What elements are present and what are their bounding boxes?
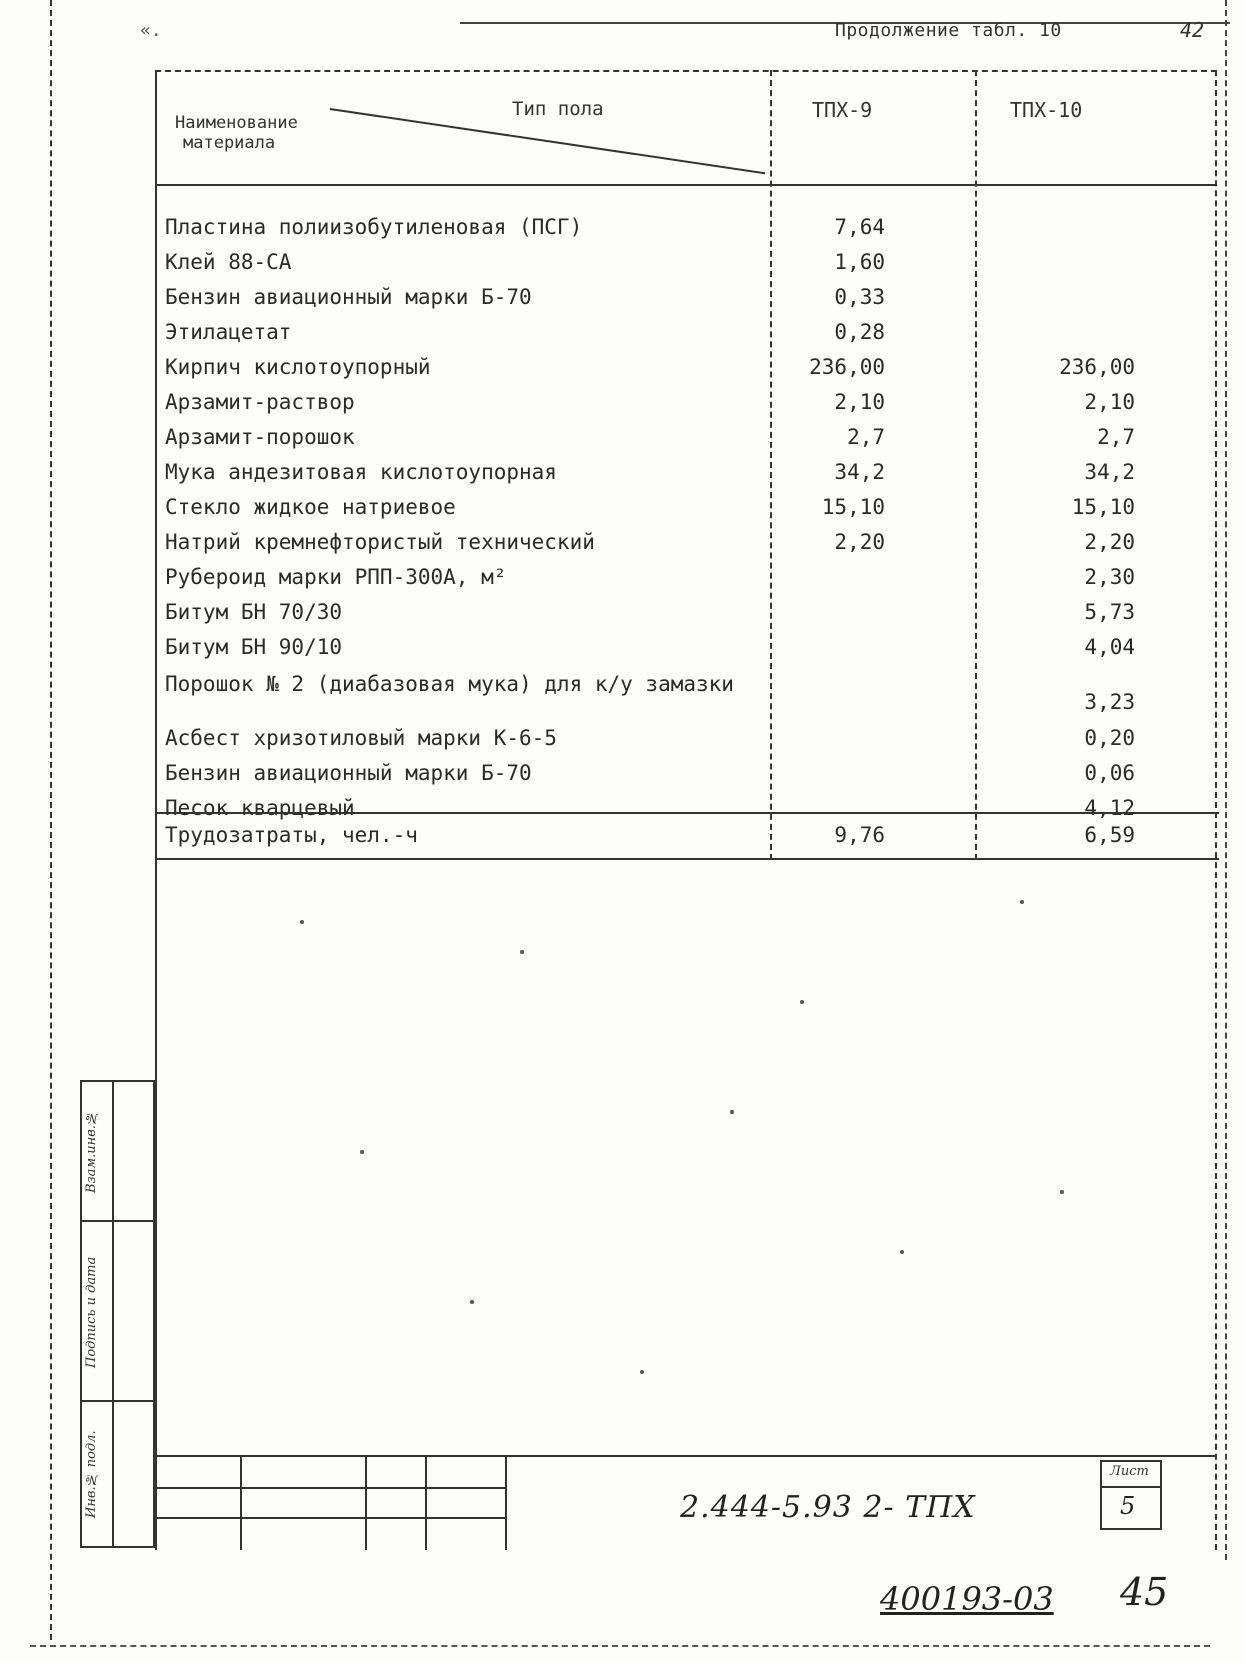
value-tpx10: 2,30 bbox=[1084, 565, 1135, 589]
material-name: Арзамит-порошок bbox=[165, 425, 355, 449]
table-row bbox=[165, 595, 1215, 630]
outer-frame-left bbox=[50, 0, 52, 1640]
stamp-label-original-inv: Инв.№ подл. bbox=[84, 1430, 99, 1518]
material-name: Стекло жидкое натриевое bbox=[165, 495, 456, 519]
archive-number: 400193-03 bbox=[880, 1580, 1054, 1618]
value-tpx9: 2,20 bbox=[834, 530, 885, 554]
material-name: Порошок № 2 (диабазовая мука) для к/у замазки bbox=[165, 672, 734, 696]
material-name: Бензин авиационный марки Б-70 bbox=[165, 761, 532, 785]
labor-label: Трудозатраты, чел.-ч bbox=[165, 823, 418, 847]
outer-frame-right bbox=[1225, 0, 1227, 1560]
material-header-line1: Наименование bbox=[175, 113, 298, 133]
value-tpx9: 34,2 bbox=[834, 460, 885, 484]
table-row bbox=[165, 245, 1215, 280]
table-row bbox=[165, 560, 1215, 595]
material-name: Битум БН 70/30 bbox=[165, 600, 343, 624]
table-row bbox=[165, 315, 1215, 350]
table-row bbox=[165, 420, 1215, 455]
value-tpx10: 0,20 bbox=[1084, 726, 1135, 750]
labor-value-tpx9: 9,76 bbox=[834, 823, 885, 847]
title-block-rule bbox=[155, 1487, 505, 1489]
value-tpx9: 0,33 bbox=[834, 285, 885, 309]
labor-row-top-rule bbox=[157, 812, 1219, 814]
material-name: Битум БН 90/10 bbox=[165, 635, 343, 659]
material-name: Песок кварцевый bbox=[165, 796, 355, 820]
labor-value-tpx10: 6,59 bbox=[1084, 823, 1135, 847]
stamp-cell-replace-inv bbox=[82, 1082, 153, 1222]
value-tpx9: 15,10 bbox=[821, 495, 885, 519]
scan-speck bbox=[300, 920, 304, 924]
title-block-divider bbox=[365, 1457, 367, 1550]
value-tpx10: 15,10 bbox=[1071, 495, 1135, 519]
stamp-label-replace-inv: Взам.инв.№ bbox=[84, 1110, 99, 1194]
value-tpx10: 0,06 bbox=[1084, 761, 1135, 785]
scan-speck bbox=[900, 1250, 904, 1254]
sheet-number: 5 bbox=[1120, 1492, 1136, 1520]
table-row bbox=[165, 210, 1215, 245]
title-block-divider bbox=[505, 1457, 507, 1550]
scan-speck bbox=[800, 1000, 804, 1004]
corner-page-mark: 42 bbox=[1180, 18, 1205, 42]
table-row bbox=[165, 756, 1215, 791]
title-block-rule bbox=[155, 1517, 505, 1519]
material-name: Мука андезитовая кислотоупорная bbox=[165, 460, 557, 484]
scan-speck bbox=[730, 1110, 734, 1114]
material-name: Кирпич кислотоупорный bbox=[165, 355, 431, 379]
scan-speck bbox=[640, 1370, 644, 1374]
material-name: Этилацетат bbox=[165, 320, 292, 344]
value-tpx10: 236,00 bbox=[1059, 355, 1135, 379]
sheet-number-box bbox=[1100, 1460, 1162, 1530]
material-header bbox=[175, 113, 298, 153]
value-tpx9: 7,64 bbox=[834, 215, 885, 239]
outer-frame-bottom bbox=[30, 1645, 1210, 1647]
sheet-label: Лист bbox=[1110, 1464, 1149, 1479]
material-name: Натрий кремнефтористый технический bbox=[165, 530, 595, 554]
material-name: Рубероид марки РПП-300А, м² bbox=[165, 565, 507, 589]
table-row bbox=[165, 385, 1215, 420]
stamp-label-signature-date: Подпись и дата bbox=[84, 1256, 99, 1368]
floor-type-header: Тип пола bbox=[512, 98, 604, 120]
archive-page-number: 45 bbox=[1120, 1570, 1169, 1614]
stamp-cell-signature-date bbox=[82, 1222, 153, 1402]
header-left-mark: «. bbox=[140, 20, 162, 41]
value-tpx9: 1,60 bbox=[834, 250, 885, 274]
value-tpx9: 236,00 bbox=[809, 355, 885, 379]
value-tpx10: 2,7 bbox=[1097, 425, 1135, 449]
sheet-box-rule bbox=[1102, 1486, 1160, 1488]
scan-speck bbox=[520, 950, 524, 954]
scan-speck bbox=[360, 1150, 364, 1154]
scan-speck bbox=[470, 1300, 474, 1304]
column-header-tpx10: ТПХ-10 bbox=[1010, 98, 1083, 122]
table-row bbox=[165, 350, 1215, 385]
scan-speck bbox=[1020, 900, 1024, 904]
value-tpx10: 5,73 bbox=[1084, 600, 1135, 624]
value-tpx10: 34,2 bbox=[1084, 460, 1135, 484]
value-tpx10: 3,23 bbox=[1084, 690, 1135, 714]
labor-row bbox=[165, 816, 1215, 854]
material-name: Асбест хризотиловый марки К-6-5 bbox=[165, 726, 557, 750]
material-name: Пластина полиизобутиленовая (ПСГ) bbox=[165, 215, 583, 239]
value-tpx9: 2,7 bbox=[847, 425, 885, 449]
labor-row-bottom-rule bbox=[157, 858, 1219, 860]
column-header-tpx9: ТПХ-9 bbox=[812, 98, 873, 122]
material-name: Клей 88-СА bbox=[165, 250, 292, 274]
value-tpx10: 2,10 bbox=[1084, 390, 1135, 414]
document-code: 2.444-5.93 2- ТПХ bbox=[680, 1490, 976, 1525]
table-row bbox=[165, 280, 1215, 315]
value-tpx9: 2,10 bbox=[834, 390, 885, 414]
value-tpx10: 4,04 bbox=[1084, 635, 1135, 659]
table-row bbox=[165, 721, 1215, 756]
stamp-cell-original-inv bbox=[82, 1402, 153, 1546]
title-block-divider bbox=[425, 1457, 427, 1550]
table-row bbox=[165, 630, 1215, 665]
table-row bbox=[165, 455, 1215, 490]
table-continuation-caption: Продолжение табл. 10 bbox=[835, 20, 1062, 41]
table-header bbox=[157, 72, 1215, 186]
value-tpx10: 4,12 bbox=[1084, 796, 1135, 820]
material-name: Арзамит-раствор bbox=[165, 390, 355, 414]
value-tpx10: 2,20 bbox=[1084, 530, 1135, 554]
table-row bbox=[165, 525, 1215, 560]
table-row bbox=[165, 665, 1215, 721]
table-body bbox=[165, 210, 1215, 826]
side-stamp bbox=[80, 1080, 155, 1548]
title-block-divider bbox=[240, 1457, 242, 1550]
value-tpx9: 0,28 bbox=[834, 320, 885, 344]
scan-speck bbox=[1060, 1190, 1064, 1194]
table-row bbox=[165, 490, 1215, 525]
material-name: Бензин авиационный марки Б-70 bbox=[165, 285, 532, 309]
material-header-line2: материала bbox=[183, 133, 276, 153]
